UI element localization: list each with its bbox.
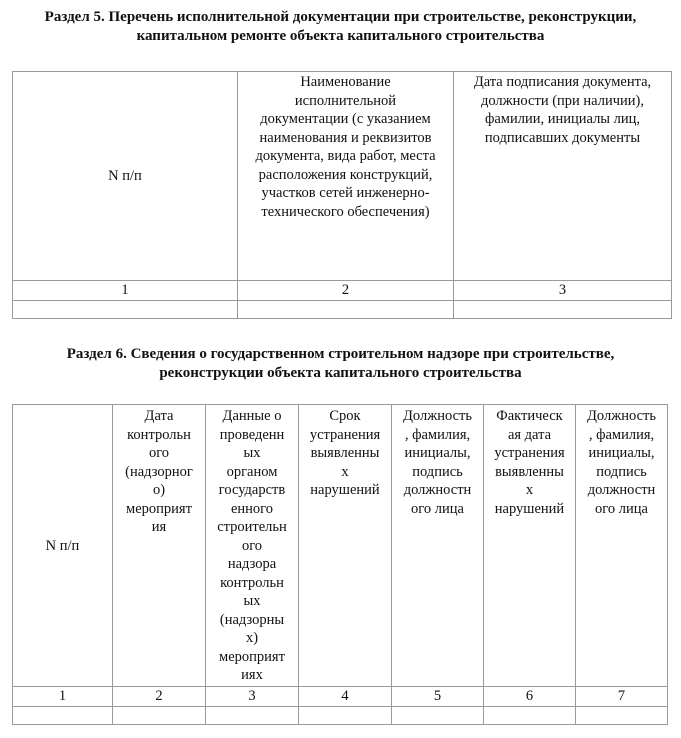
column-header-text <box>576 405 667 518</box>
header-text-line: (надзорног <box>125 463 193 480</box>
table-cell[interactable] <box>113 707 206 725</box>
table-cell[interactable] <box>454 300 672 318</box>
header-text-line: подпись <box>412 463 463 480</box>
section5-heading <box>0 8 681 46</box>
header-text-line: х) <box>245 630 259 646</box>
column-header-text <box>238 72 453 221</box>
section6-table <box>12 404 668 725</box>
column-number: 4 <box>299 687 392 707</box>
header-text-line: участков сетей инженерно- <box>261 185 430 201</box>
header-text-line: ого лица <box>411 500 464 517</box>
header-text-line: ого <box>148 445 170 461</box>
section5-title-line1: Раздел 5. Перечень исполнительной документации при строительстве, реконструкции, <box>44 9 637 25</box>
column-header-text <box>454 72 671 147</box>
section6-title-line2: реконструкции объекта капитального строительства <box>159 365 522 381</box>
table-cell[interactable] <box>238 300 454 318</box>
header-text-line: устранения <box>494 445 565 461</box>
header-text-line: инициалы, <box>588 445 655 461</box>
column-number: 3 <box>454 281 672 301</box>
table-cell[interactable] <box>392 707 484 725</box>
header-text-line: о) <box>152 482 166 498</box>
column-header <box>13 405 113 687</box>
header-text-line: х <box>341 463 349 480</box>
header-text-line: фамилии, инициалы лиц, <box>484 111 641 127</box>
header-text-line: должностн <box>403 482 472 498</box>
header-text-line: надзора <box>227 556 277 572</box>
header-text-line: технического обеспечения) <box>261 203 430 220</box>
column-header <box>392 405 484 687</box>
header-text-line: органом <box>226 463 278 480</box>
header-text-line: ых <box>243 593 261 609</box>
column-number-row <box>13 687 668 707</box>
column-header-text <box>113 405 205 537</box>
header-text-line: мероприят <box>219 648 285 665</box>
column-header-text <box>484 405 575 518</box>
header-text-line: исполнительной <box>294 92 397 109</box>
header-text-line: должностн <box>587 482 656 498</box>
header-text-line: мероприят <box>126 500 192 517</box>
section5-title-line2: капитальном ремонте объекта капитального строительства <box>136 28 545 44</box>
header-text-line: контрольн <box>127 426 191 443</box>
column-header-text <box>392 405 483 518</box>
header-text-line: устранения <box>309 426 381 443</box>
table-cell[interactable] <box>13 300 238 318</box>
header-text-line: проведенн <box>219 426 285 443</box>
header-text-line: подписавших документы <box>484 129 641 146</box>
column-number: 2 <box>113 687 206 707</box>
column-header-text <box>206 405 298 685</box>
header-text-line: ого лица <box>595 500 648 517</box>
section6-title-line1: Раздел 6. Сведения о государственном строительном надзоре при строительстве, <box>66 346 615 362</box>
column-number: 7 <box>576 687 668 707</box>
column-header <box>238 72 454 281</box>
column-header <box>299 405 392 687</box>
header-text-line: Данные о <box>222 408 282 424</box>
column-number: 1 <box>13 687 113 707</box>
header-text-line: Должность <box>403 408 472 424</box>
header-text-line: государств <box>218 482 286 498</box>
column-number-row <box>13 281 672 301</box>
header-text-line: Срок <box>329 408 361 424</box>
header-text-line: енного <box>230 500 274 517</box>
column-header <box>206 405 299 687</box>
table-cell[interactable] <box>484 707 576 725</box>
column-number: 2 <box>238 281 454 301</box>
header-text-line: ия <box>151 519 167 535</box>
column-header <box>454 72 672 281</box>
column-header <box>113 405 206 687</box>
table-row <box>13 707 668 725</box>
header-text-line: должности (при наличии), <box>480 92 645 109</box>
header-text-line: выявленны <box>495 463 564 480</box>
header-text-line: нарушений <box>494 500 565 517</box>
table-cell[interactable] <box>206 707 299 725</box>
column-number: 6 <box>484 687 576 707</box>
header-text-line: N п/п <box>45 538 80 555</box>
column-header-text <box>13 166 237 186</box>
header-text-line: подпись <box>596 463 647 480</box>
table-cell[interactable] <box>13 707 113 725</box>
column-header-text <box>299 405 391 500</box>
header-text-line: х <box>525 482 534 498</box>
header-text-line: ых <box>243 445 261 461</box>
table-header-row <box>13 72 672 281</box>
header-text-line: Наименование <box>300 74 391 90</box>
column-header <box>13 72 238 281</box>
header-text-line: наименования и реквизитов <box>259 129 432 146</box>
column-header-text <box>13 535 112 556</box>
column-header <box>576 405 668 687</box>
header-text-line: Дата подписания документа, <box>473 74 652 90</box>
header-text-line: выявленны <box>310 445 380 461</box>
column-header <box>484 405 576 687</box>
section6-heading <box>0 345 681 383</box>
header-text-line: Должность <box>587 408 656 424</box>
table-row <box>13 300 672 318</box>
header-text-line: (надзорны <box>219 611 285 628</box>
header-text-line: инициалы, <box>404 445 471 461</box>
header-text-line: ого <box>241 537 263 554</box>
table-cell[interactable] <box>576 707 668 725</box>
column-number: 3 <box>206 687 299 707</box>
header-text-line: Фактическ <box>496 408 563 424</box>
header-text-line: Дата <box>144 408 174 424</box>
header-text-line: N п/п <box>108 168 142 185</box>
header-text-line: документа, вида работ, места <box>255 148 436 164</box>
section5-table <box>12 71 672 319</box>
header-text-line: ая дата <box>507 426 552 443</box>
column-number: 1 <box>13 281 238 301</box>
header-text-line: иях <box>241 667 263 683</box>
header-text-line: документации (с указанием <box>260 111 431 127</box>
header-text-line: нарушений <box>310 482 380 498</box>
header-text-line: строительн <box>217 519 287 535</box>
header-text-line: , фамилия, <box>588 426 655 443</box>
header-text-line: контрольн <box>220 574 284 591</box>
header-text-line: расположения конструкций, <box>258 166 433 183</box>
table-header-row <box>13 405 668 687</box>
header-text-line: , фамилия, <box>404 426 471 443</box>
table-cell[interactable] <box>299 707 392 725</box>
column-number: 5 <box>392 687 484 707</box>
